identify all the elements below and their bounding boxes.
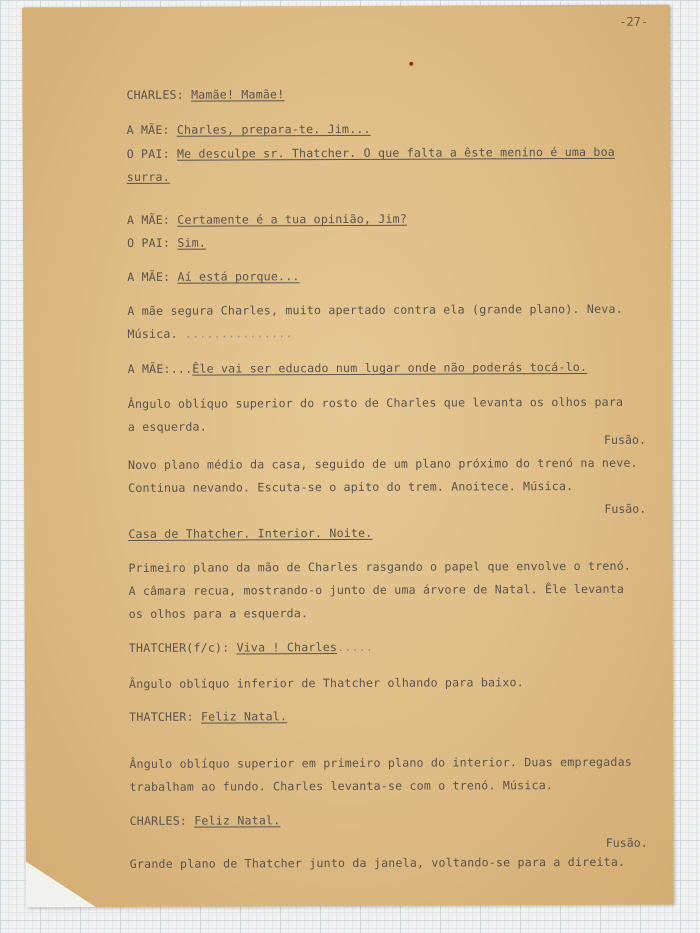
speech: Mamãe! Mamãe! <box>191 87 285 102</box>
speech: Me desculpe sr. Thatcher. O que falta a êste menino é uma boa <box>176 144 615 161</box>
direction-line <box>129 606 309 621</box>
folded-corner <box>26 861 96 907</box>
faded-dots: ............... <box>184 326 293 341</box>
direction-text: Música. <box>127 326 178 341</box>
speech: Feliz Natal. <box>200 709 288 724</box>
direction-text: trabalham ao fundo. Charles levanta-se com o trenó. Música. <box>129 778 554 794</box>
direction-text: Continua nevando. Escuta-se o apito do trem. Anoitece. Música. <box>128 479 574 495</box>
dialogue-line <box>127 170 170 184</box>
dialogue-line <box>127 122 371 137</box>
direction-text: Primeiro plano da mão de Charles rasgando o papel que envolve o trenó. <box>128 558 632 575</box>
direction-text: os olhos para a esquerda. <box>128 606 309 621</box>
direction-text: Grande plano de Thatcher junto da janela, voltando-se para a direita. <box>129 854 626 871</box>
direction-line <box>128 456 638 472</box>
direction-line <box>128 559 631 575</box>
scene-heading <box>128 526 372 541</box>
speaker: THATCHER(f/c): <box>128 640 230 655</box>
direction-line <box>128 420 207 434</box>
direction-line <box>130 855 625 871</box>
direction-text: a esquerda. <box>127 419 207 434</box>
speaker: THATCHER: <box>129 709 194 724</box>
dialogue-line <box>129 640 373 655</box>
speech: Certamente é a tua opinião, Jim? <box>177 211 408 227</box>
dialogue-line <box>127 269 299 284</box>
speaker: O PAI: <box>127 235 171 250</box>
speaker: A MÃE: <box>126 212 171 227</box>
speaker: A MÃE: <box>126 122 170 137</box>
direction-line <box>127 302 622 318</box>
speaker: CHARLES: <box>126 87 184 102</box>
direction-line <box>129 755 632 771</box>
dialogue-line <box>128 360 588 376</box>
dialogue-line <box>126 87 284 102</box>
direction-text: Ângulo oblíquo superior em primeiro plano do interior. Duas empregadas <box>129 754 632 771</box>
dialogue-line <box>127 212 407 227</box>
speech: Sim. <box>177 235 207 250</box>
direction-line <box>129 582 624 598</box>
speaker: CHARLES: <box>129 813 188 828</box>
transition-fusao: Fusão. <box>605 835 648 850</box>
speech: Charles, prepara-te. Jim... <box>176 121 371 137</box>
scene-heading-text: Casa de Thatcher. Interior. Noite. <box>128 525 373 541</box>
speaker: O PAI: <box>126 146 170 161</box>
direction-line <box>129 675 524 691</box>
direction-text: Novo plano médio da casa, seguido de um plano próximo do trenó na neve. <box>128 455 638 472</box>
dialogue-line <box>127 145 615 161</box>
direction-line <box>129 778 553 794</box>
speech: Aí está porque... <box>177 269 300 284</box>
dialogue-line <box>129 709 287 724</box>
rust-spot <box>409 62 413 66</box>
direction-text: Ângulo oblíquo inferior de Thatcher olhando para baixo. <box>128 675 524 691</box>
speech: Feliz Natal. <box>194 813 281 828</box>
transition-fusao: Fusão. <box>604 501 647 516</box>
speaker: A MÃE:... <box>127 361 193 376</box>
direction-text: Ângulo oblíquo superior do rosto de Charles que levanta os olhos para <box>127 394 624 411</box>
typed-script-page <box>22 5 674 908</box>
dialogue-line <box>130 813 281 828</box>
direction-text: A câmara recua, mostrando-o junto de uma árvore de Natal. Êle levanta <box>128 581 625 598</box>
direction-text: A mãe segura Charles, muito apertado contra ela (grande plano). Neva. <box>127 301 623 318</box>
page-number: -27- <box>619 14 649 29</box>
transition-fusao: Fusão. <box>604 432 646 447</box>
speech: Êle vai ser educado num lugar onde não poderás tocá-lo. <box>192 359 588 376</box>
direction-line <box>128 395 623 411</box>
dialogue-line <box>127 236 206 250</box>
faded-dots: ..... <box>337 639 374 655</box>
direction-line <box>128 479 573 495</box>
speech: surra. <box>126 169 170 184</box>
direction-line <box>127 326 292 341</box>
speech: Viva ! Charles <box>236 640 338 655</box>
speaker: A MÃE: <box>127 269 171 284</box>
